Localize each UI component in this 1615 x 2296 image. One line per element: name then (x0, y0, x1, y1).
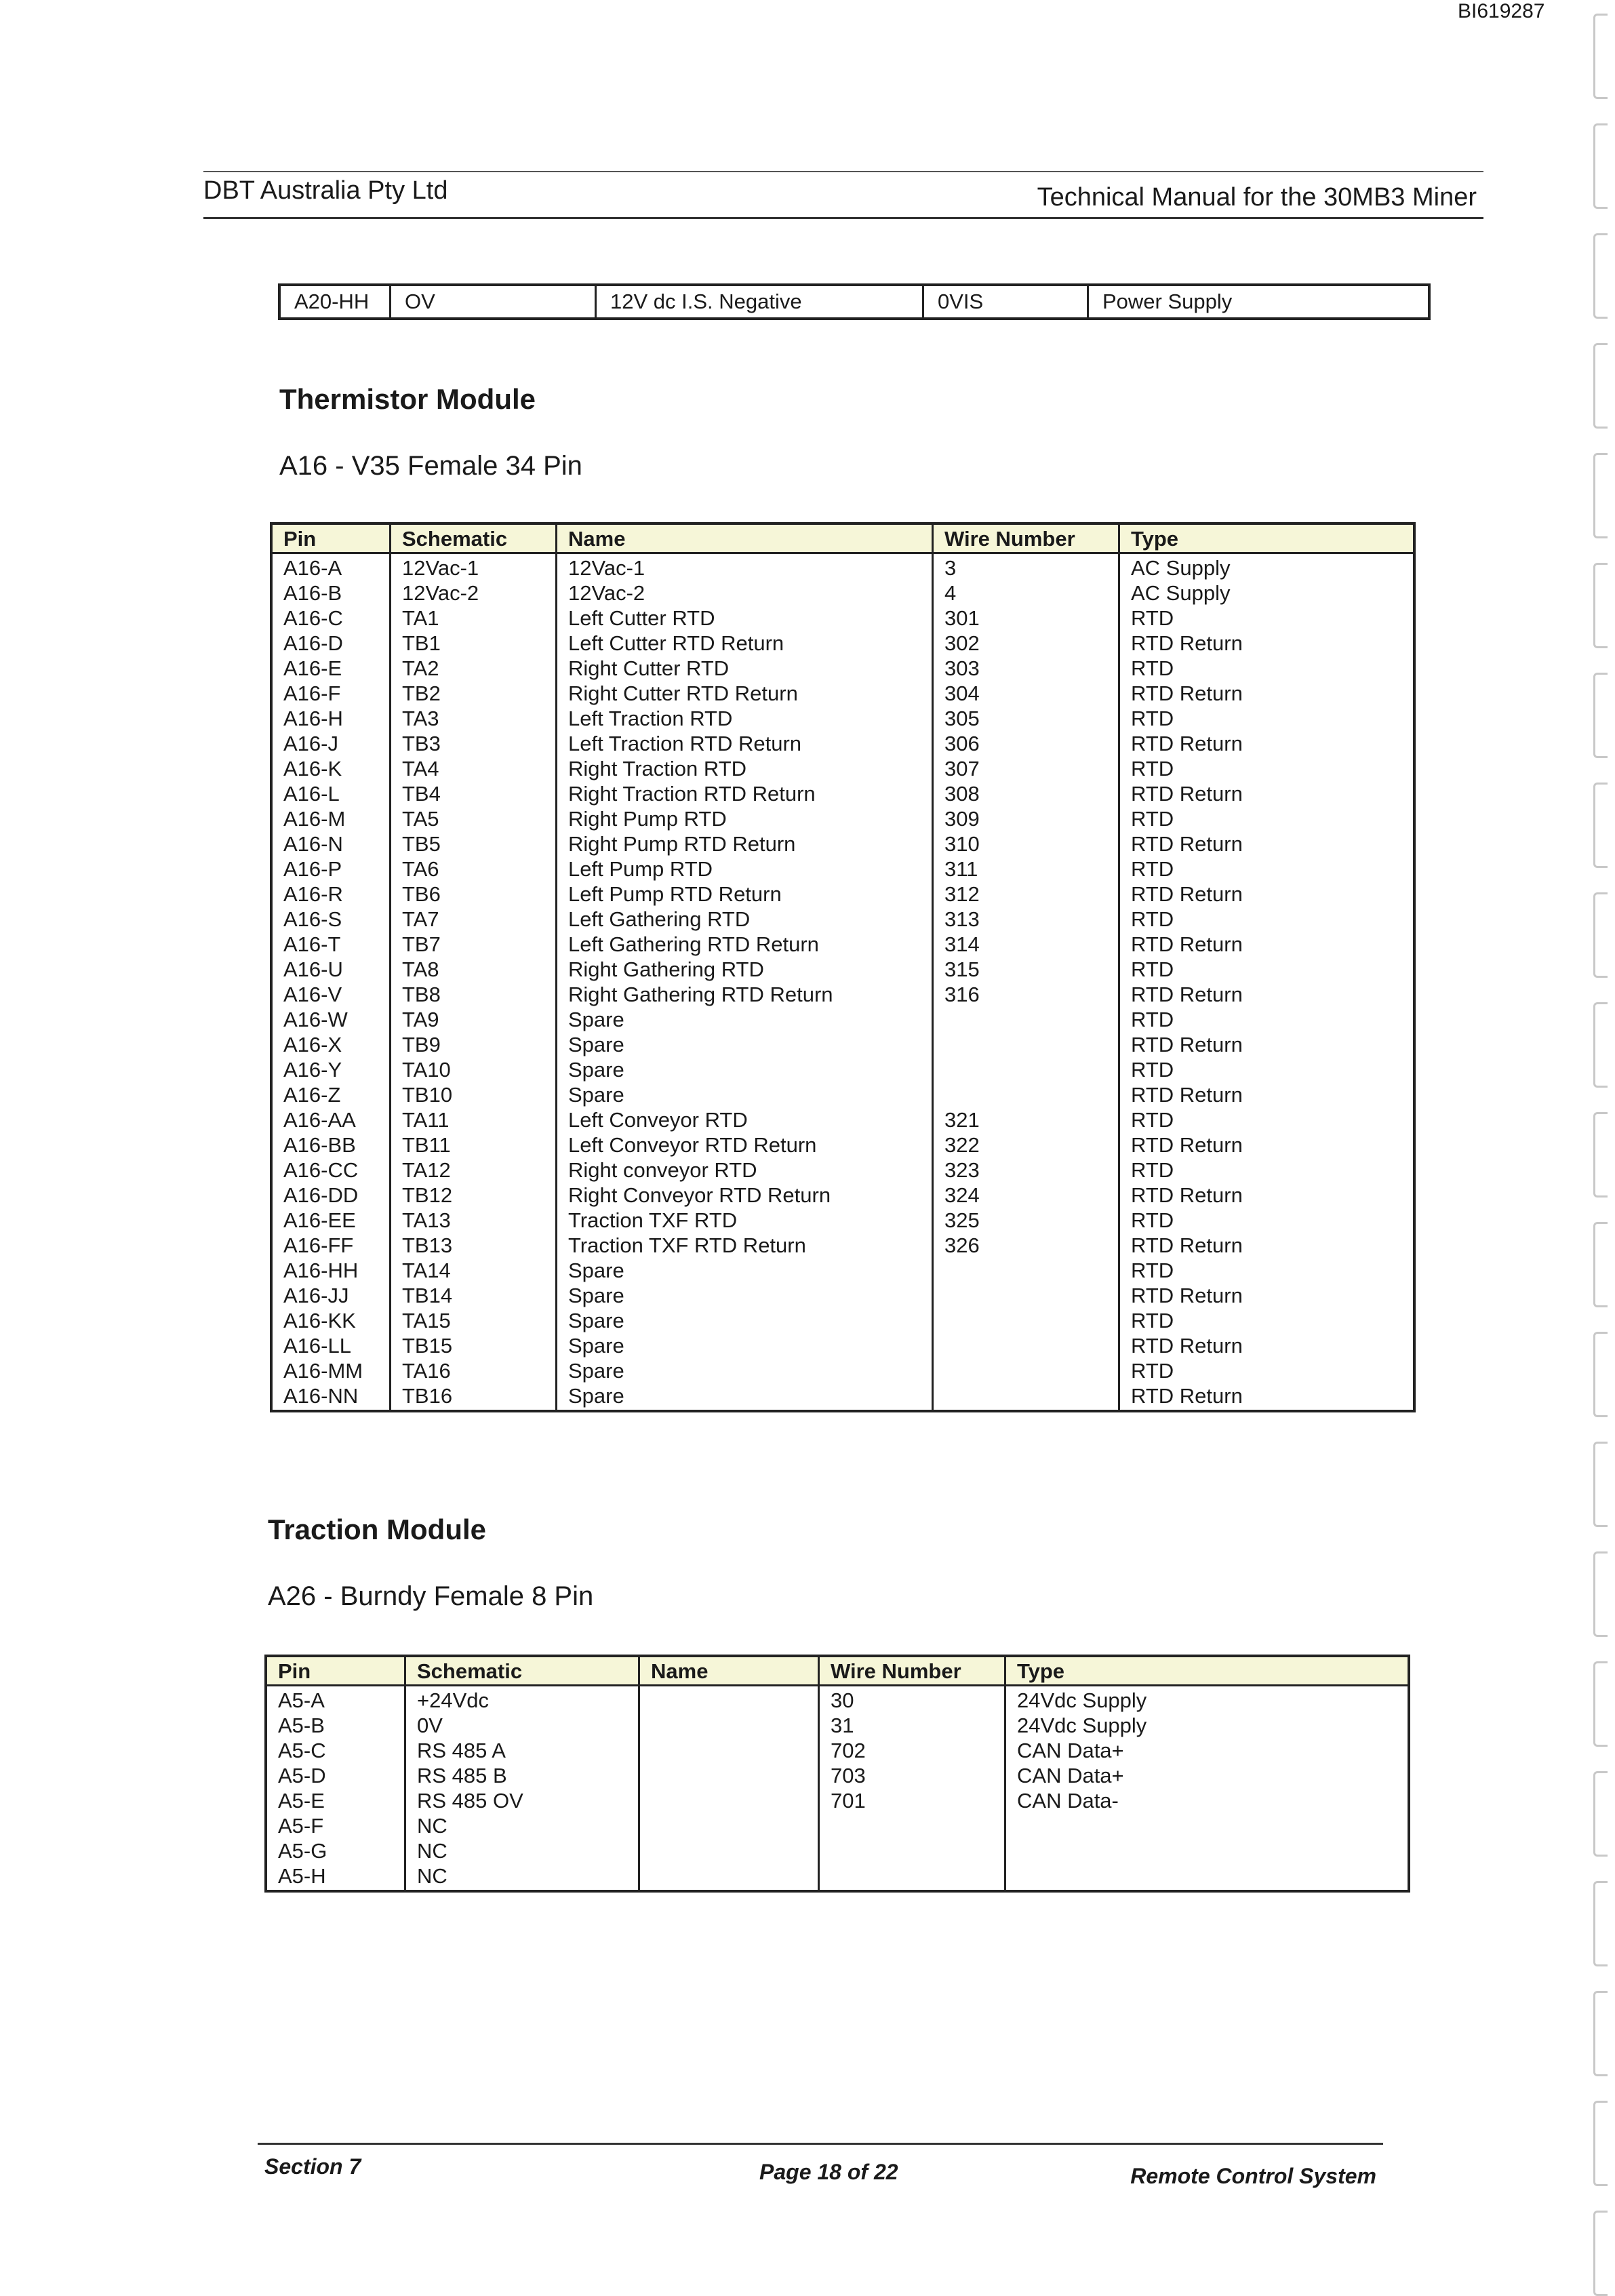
wire-number-column (933, 553, 1119, 1412)
binder-ring-mark (1593, 2101, 1608, 2186)
table-cell: A16-A (283, 556, 342, 580)
binder-ring-mark (1593, 892, 1608, 978)
column-header-type: Type (1005, 1656, 1410, 1686)
binder-ring-mark (1593, 1222, 1608, 1307)
table-cell: TB2 (402, 681, 441, 705)
column-header-wire-number: Wire Number (819, 1656, 1005, 1686)
table-cell: Left Cutter RTD Return (568, 631, 784, 655)
table-cell: NC (417, 1814, 447, 1838)
table-cell: A16-FF (283, 1233, 354, 1257)
binder-ring-mark (1593, 1002, 1608, 1088)
table-cell: RTD Return (1131, 983, 1243, 1006)
table-header-row (266, 1656, 1409, 1686)
table-cell: 313 (944, 907, 980, 931)
table-cell: 308 (944, 782, 980, 806)
table-cell: A16-X (283, 1033, 342, 1056)
name-cell: 12V dc I.S. Negative (596, 285, 923, 319)
table-cell: Spare (568, 1334, 624, 1358)
binder-ring-mark (1593, 1332, 1608, 1417)
binder-ring-mark (1593, 453, 1608, 538)
table-cell: TA11 (402, 1108, 450, 1132)
binder-ring-mark (1593, 1991, 1608, 2076)
table-cell: 12Vac-2 (402, 581, 479, 605)
traction-connector-subtitle: A26 - Burndy Female 8 Pin (268, 1581, 594, 1611)
table-cell: RTD Return (1131, 1183, 1243, 1207)
table-cell: A16-JJ (283, 1284, 349, 1307)
table-cell: RTD Return (1131, 681, 1243, 705)
table-cell: RS 485 B (417, 1764, 507, 1787)
table-cell: CAN Data- (1017, 1789, 1119, 1813)
table-cell: Spare (568, 1384, 624, 1408)
table-cell: TB7 (402, 932, 441, 956)
table-cell: A16-E (283, 656, 342, 680)
table-cell: RS 485 A (417, 1739, 506, 1762)
thermistor-section-title: Thermistor Module (279, 383, 536, 415)
table-cell: Right conveyor RTD (568, 1158, 757, 1182)
table-cell: TA16 (402, 1359, 451, 1383)
table-cell: RTD (1131, 1158, 1174, 1182)
table-cell: Traction TXF RTD Return (568, 1233, 806, 1257)
traction-pin-table (264, 1655, 1410, 1893)
table-cell: TB5 (402, 832, 441, 856)
table-cell: TA5 (402, 807, 439, 831)
schematic-column (391, 553, 557, 1412)
table-cell: Right Traction RTD (568, 757, 747, 780)
table-cell (1017, 1813, 1397, 1838)
column-header-pin: Pin (271, 523, 391, 553)
table-cell: 301 (944, 606, 980, 630)
table-cell: RTD Return (1131, 732, 1243, 755)
table-cell: 310 (944, 832, 980, 856)
table-cell: A16-MM (283, 1359, 363, 1383)
table-cell: A16-F (283, 681, 341, 705)
table-cell (651, 1688, 807, 1713)
page-header (203, 171, 1483, 219)
table-cell: Left Pump RTD (568, 857, 713, 881)
column-header-schematic: Schematic (405, 1656, 639, 1686)
document-id: BI619287 (1458, 0, 1545, 22)
pin-cell: A20-HH (279, 285, 391, 319)
table-cell: 322 (944, 1133, 980, 1157)
binder-ring-mark (1593, 123, 1608, 209)
table-cell: 307 (944, 757, 980, 780)
table-cell: TB9 (402, 1033, 441, 1056)
binder-ring-mark (1593, 2211, 1608, 2296)
table-cell (651, 1838, 807, 1863)
binder-ring-mark (1593, 783, 1608, 868)
table-cell: AC Supply (1131, 581, 1231, 605)
table-cell: Left Cutter RTD (568, 606, 715, 630)
table-cell: TA7 (402, 907, 439, 931)
table-cell (651, 1788, 807, 1813)
table-cell: 325 (944, 1208, 980, 1232)
table-cell: A16-D (283, 631, 343, 655)
table-cell: A16-U (283, 957, 343, 981)
company-name: DBT Australia Pty Ltd (203, 176, 448, 205)
table-cell: Left Conveyor RTD (568, 1108, 748, 1132)
table-cell: Spare (568, 1259, 624, 1282)
table-cell: 702 (831, 1739, 866, 1762)
table-cell: TA10 (402, 1058, 451, 1082)
table-cell: +24Vdc (417, 1688, 490, 1712)
binder-ring-mark (1593, 1771, 1608, 1857)
table-cell: RTD (1131, 957, 1174, 981)
table-cell: Left Conveyor RTD Return (568, 1133, 817, 1157)
table-cell: 12Vac-1 (402, 556, 479, 580)
table-cell: 31 (831, 1714, 854, 1737)
name-column (557, 553, 933, 1412)
table-cell: TA3 (402, 707, 439, 730)
table-cell: RTD Return (1131, 1284, 1243, 1307)
table-cell: RTD Return (1131, 832, 1243, 856)
table-cell: A16-KK (283, 1309, 356, 1332)
manual-title: Technical Manual for the 30MB3 Miner (1037, 183, 1477, 212)
table-cell: TA1 (402, 606, 439, 630)
table-cell: 306 (944, 732, 980, 755)
table-cell: RTD (1131, 1309, 1174, 1332)
type-cell: Power Supply (1088, 285, 1430, 319)
table-cell: RTD Return (1131, 1083, 1243, 1107)
binder-ring-mark (1593, 1881, 1608, 1966)
table-cell: 314 (944, 932, 980, 956)
table-cell: 4 (944, 581, 957, 605)
binder-ring-mark (1593, 1551, 1608, 1637)
wire-cell: 0VIS (923, 285, 1088, 319)
table-cell: A16-Y (283, 1058, 342, 1082)
table-cell: Left Pump RTD Return (568, 882, 782, 906)
table-cell: Left Gathering RTD Return (568, 932, 819, 956)
table-cell (651, 1738, 807, 1763)
table-cell: A16-LL (283, 1334, 351, 1358)
table-cell: RTD (1131, 1359, 1174, 1383)
supply-row-table (278, 283, 1431, 320)
schematic-cell: OV (391, 285, 596, 319)
table-cell: TA9 (402, 1008, 439, 1031)
table-cell: RTD Return (1131, 882, 1243, 906)
table-cell: Left Traction RTD (568, 707, 733, 730)
column-header-schematic: Schematic (391, 523, 557, 553)
table-cell: 315 (944, 957, 980, 981)
table-cell: A5-D (278, 1764, 326, 1787)
table-cell: 303 (944, 656, 980, 680)
table-cell: A5-F (278, 1814, 324, 1838)
table-cell: TB4 (402, 782, 441, 806)
table-cell (944, 1007, 1107, 1032)
table-cell: 309 (944, 807, 980, 831)
name-column (639, 1686, 819, 1892)
table-cell: TB13 (402, 1233, 453, 1257)
table-cell (1017, 1863, 1397, 1888)
table-cell (944, 1082, 1107, 1107)
table-cell: RTD (1131, 656, 1174, 680)
table-cell: Spare (568, 1309, 624, 1332)
binder-ring-mark (1593, 563, 1608, 648)
table-cell: A5-H (278, 1864, 326, 1888)
table-cell: 24Vdc Supply (1017, 1714, 1147, 1737)
table-cell: Spare (568, 1083, 624, 1107)
table-cell: A16-BB (283, 1133, 356, 1157)
table-cell: NC (417, 1864, 447, 1888)
table-header-row (271, 523, 1414, 553)
table-cell: 311 (944, 857, 978, 881)
table-cell: RTD Return (1131, 1033, 1243, 1056)
table-cell: 312 (944, 882, 980, 906)
column-header-wire-number: Wire Number (933, 523, 1119, 553)
table-cell: AC Supply (1131, 556, 1231, 580)
table-cell: 302 (944, 631, 980, 655)
column-header-pin: Pin (266, 1656, 405, 1686)
table-cell: TB10 (402, 1083, 453, 1107)
table-cell: RTD (1131, 707, 1174, 730)
table-cell: A16-L (283, 782, 340, 806)
table-cell: Right Gathering RTD Return (568, 983, 833, 1006)
binder-ring-mark (1593, 233, 1608, 319)
table-cell: TA13 (402, 1208, 451, 1232)
table-cell: Left Gathering RTD (568, 907, 751, 931)
table-cell: 701 (831, 1789, 866, 1813)
table-cell: 326 (944, 1233, 980, 1257)
traction-section-title: Traction Module (268, 1513, 487, 1545)
table-cell: NC (417, 1839, 447, 1863)
thermistor-pin-table (270, 522, 1416, 1412)
binder-ring-mark (1593, 1112, 1608, 1198)
table-cell: CAN Data+ (1017, 1764, 1124, 1787)
table-cell: RTD Return (1131, 1233, 1243, 1257)
table-cell (944, 1308, 1107, 1333)
table-cell: Spare (568, 1033, 624, 1056)
table-cell: A16-Z (283, 1083, 341, 1107)
table-cell: A16-T (283, 932, 341, 956)
table-cell: RTD Return (1131, 1334, 1243, 1358)
page-footer (258, 2143, 1383, 2188)
table-row (279, 285, 1429, 319)
column-header-name: Name (557, 523, 933, 553)
table-cell: Spare (568, 1284, 624, 1307)
table-cell: RS 485 OV (417, 1789, 523, 1813)
table-cell: A16-J (283, 732, 338, 755)
table-cell: A16-R (283, 882, 343, 906)
table-cell: 3 (944, 556, 957, 580)
table-cell: TA4 (402, 757, 439, 780)
table-cell: 321 (944, 1108, 980, 1132)
table-cell: 12Vac-2 (568, 581, 645, 605)
table-cell (944, 1358, 1107, 1383)
table-cell: TA6 (402, 857, 439, 881)
table-cell: RTD (1131, 1008, 1174, 1031)
binder-ring-mark (1593, 673, 1608, 758)
table-cell (831, 1813, 993, 1838)
table-cell (651, 1863, 807, 1888)
table-cell: 30 (831, 1688, 854, 1712)
table-cell: 0V (417, 1714, 443, 1737)
table-cell: RTD Return (1131, 1133, 1243, 1157)
table-cell: 316 (944, 983, 980, 1006)
binder-ring-mark (1593, 14, 1608, 99)
column-header-name: Name (639, 1656, 819, 1686)
table-body-row (266, 1686, 1409, 1892)
table-cell: Right Traction RTD Return (568, 782, 816, 806)
binder-ring-mark (1593, 1442, 1608, 1527)
table-cell: A16-DD (283, 1183, 359, 1207)
table-cell: A16-HH (283, 1259, 359, 1282)
table-cell: TA15 (402, 1309, 451, 1332)
table-cell: Spare (568, 1058, 624, 1082)
table-cell (944, 1258, 1107, 1283)
table-cell: TA12 (402, 1158, 451, 1182)
table-cell: TB3 (402, 732, 441, 755)
table-cell: A16-EE (283, 1208, 356, 1232)
table-cell: Spare (568, 1359, 624, 1383)
table-cell: Spare (568, 1008, 624, 1031)
table-cell: RTD (1131, 1058, 1174, 1082)
table-cell: Right Pump RTD (568, 807, 727, 831)
type-column (1119, 553, 1415, 1412)
table-cell: A16-N (283, 832, 343, 856)
table-cell: TB6 (402, 882, 441, 906)
column-header-type: Type (1119, 523, 1415, 553)
table-cell: TB12 (402, 1183, 453, 1207)
footer-page-number: Page 18 of 22 (759, 2160, 898, 2184)
table-cell: A16-B (283, 581, 342, 605)
table-cell: RTD (1131, 857, 1174, 881)
table-cell: 24Vdc Supply (1017, 1688, 1147, 1712)
table-cell: Traction TXF RTD (568, 1208, 738, 1232)
table-cell: TB16 (402, 1384, 453, 1408)
table-cell: RTD (1131, 1108, 1174, 1132)
table-cell (944, 1032, 1107, 1057)
table-cell (944, 1283, 1107, 1308)
table-cell: TB1 (402, 631, 441, 655)
table-cell: A5-C (278, 1739, 326, 1762)
table-cell (651, 1713, 807, 1738)
table-cell: TA8 (402, 957, 439, 981)
table-cell (831, 1838, 993, 1863)
schematic-column (405, 1686, 639, 1892)
table-cell: 324 (944, 1183, 980, 1207)
table-cell: Right Cutter RTD Return (568, 681, 798, 705)
table-cell: A16-AA (283, 1108, 356, 1132)
table-cell: A16-K (283, 757, 342, 780)
table-cell: Left Traction RTD Return (568, 732, 802, 755)
table-cell (944, 1333, 1107, 1358)
table-cell: RTD (1131, 757, 1174, 780)
table-cell: CAN Data+ (1017, 1739, 1124, 1762)
table-body-row (271, 553, 1414, 1412)
pin-column (271, 553, 391, 1412)
table-cell: RTD Return (1131, 631, 1243, 655)
table-cell: A16-V (283, 983, 342, 1006)
table-cell: RTD (1131, 907, 1174, 931)
table-cell: A5-E (278, 1789, 325, 1813)
table-cell: TA14 (402, 1259, 451, 1282)
table-cell: RTD (1131, 1259, 1174, 1282)
table-cell: TB14 (402, 1284, 453, 1307)
table-cell: Right Cutter RTD (568, 656, 730, 680)
table-cell: RTD Return (1131, 932, 1243, 956)
table-cell: RTD Return (1131, 1384, 1243, 1408)
table-cell (944, 1383, 1107, 1408)
footer-system-name: Remote Control System (1130, 2164, 1376, 2188)
table-cell: A16-W (283, 1008, 348, 1031)
table-cell (651, 1813, 807, 1838)
table-cell: RTD (1131, 807, 1174, 831)
footer-section: Section 7 (264, 2154, 361, 2179)
table-cell: A5-G (278, 1839, 327, 1863)
table-cell: 12Vac-1 (568, 556, 645, 580)
binder-ring-mark (1593, 343, 1608, 429)
table-cell: A16-CC (283, 1158, 359, 1182)
table-cell: 304 (944, 681, 980, 705)
pin-column (266, 1686, 405, 1892)
table-cell: A16-S (283, 907, 342, 931)
table-cell: Right Pump RTD Return (568, 832, 796, 856)
table-cell: RTD (1131, 606, 1174, 630)
table-cell: A16-P (283, 857, 342, 881)
thermistor-connector-subtitle: A16 - V35 Female 34 Pin (279, 451, 582, 481)
table-cell: TB11 (402, 1133, 451, 1157)
type-column (1005, 1686, 1410, 1892)
table-cell (651, 1763, 807, 1788)
table-cell: A16-M (283, 807, 346, 831)
table-cell: TB8 (402, 983, 441, 1006)
table-cell: Right Conveyor RTD Return (568, 1183, 831, 1207)
table-cell: TB15 (402, 1334, 453, 1358)
table-cell: RTD (1131, 1208, 1174, 1232)
wire-number-column (819, 1686, 1005, 1892)
table-cell: Right Gathering RTD (568, 957, 764, 981)
table-cell: A16-H (283, 707, 343, 730)
table-cell (1017, 1838, 1397, 1863)
table-cell: 305 (944, 707, 980, 730)
binder-ring-mark (1593, 1661, 1608, 1747)
table-cell: A5-A (278, 1688, 325, 1712)
table-cell: A16-NN (283, 1384, 359, 1408)
table-cell: RTD Return (1131, 782, 1243, 806)
table-cell (831, 1863, 993, 1888)
table-cell (944, 1057, 1107, 1082)
table-cell: 323 (944, 1158, 980, 1182)
table-cell: TA2 (402, 656, 439, 680)
table-cell: A16-C (283, 606, 343, 630)
table-cell: A5-B (278, 1714, 325, 1737)
table-cell: 703 (831, 1764, 866, 1787)
